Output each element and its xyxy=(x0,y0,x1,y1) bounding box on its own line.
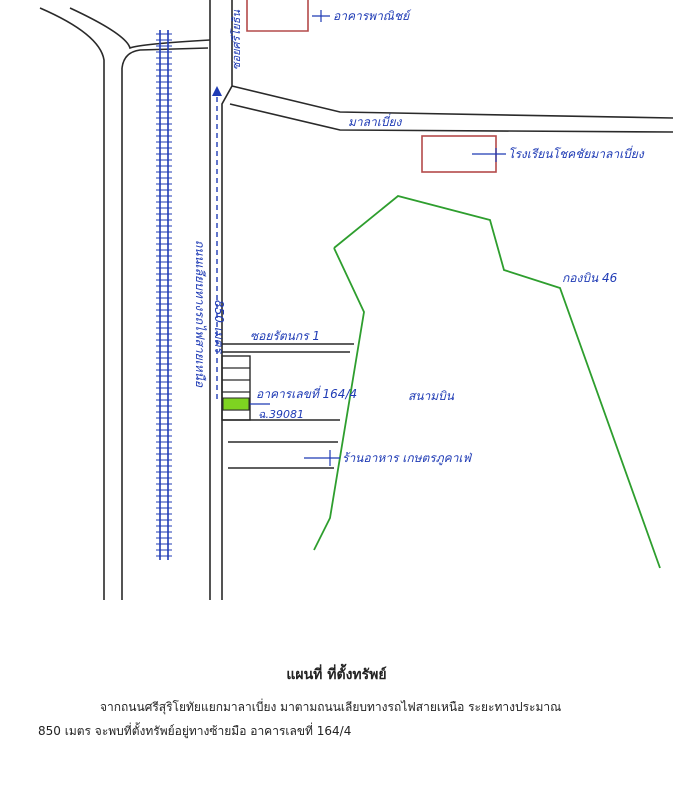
soi-rattanakorn-label: ซอยรัตนกร 1 xyxy=(250,329,320,343)
mala-road-label: มาลาเบี่ยง xyxy=(348,115,402,129)
shop-top-label: อาคารพาณิชย์ xyxy=(333,9,410,23)
deed-label: ฉ.39081 xyxy=(258,408,304,421)
map-caption-line1: จากถนนศรีสุริโยทัยแยกมาลาเบี่ยง มาตามถนนเลียบทางรถไฟสายเหนือ ระยะทางประมาณ xyxy=(100,700,562,714)
pond-46-label: กองบิน 46 xyxy=(562,271,618,285)
restaurant-label: ร้านอาหาร เกษตรภูคาเฟ่ xyxy=(342,451,472,465)
rail-road-label: ถนนเลียบทางรถไฟสายเหนือ xyxy=(193,240,207,388)
school-label: โรงเรียนโชคชัยมาลาเบี่ยง xyxy=(508,147,644,161)
map-caption-title: แผนที่ ที่ตั้งทรัพย์ xyxy=(286,667,387,683)
property-label: อาคารเลขที่ 164/4 xyxy=(256,387,358,401)
soi-vertical-label: ซอยศรีโยธิน xyxy=(230,10,243,70)
railway-track xyxy=(156,30,172,560)
top-building-outline xyxy=(247,0,308,31)
distance-label: 850 เมตร xyxy=(212,300,226,353)
mala-road-top-edge xyxy=(232,86,673,118)
property-marker xyxy=(223,398,249,410)
mala-road-bottom-edge xyxy=(230,104,673,132)
road-top-left-1 xyxy=(40,8,104,600)
airfield-boundary xyxy=(314,196,660,568)
airfield-label: สนามบิน xyxy=(408,389,454,403)
map-caption-line2: 850 เมตร จะพบที่ตั้งทรัพย์อยู่ทางซ้ายมือ อาคารเลขที่ 164/4 xyxy=(38,724,352,738)
road-top-left-2 xyxy=(70,8,210,48)
